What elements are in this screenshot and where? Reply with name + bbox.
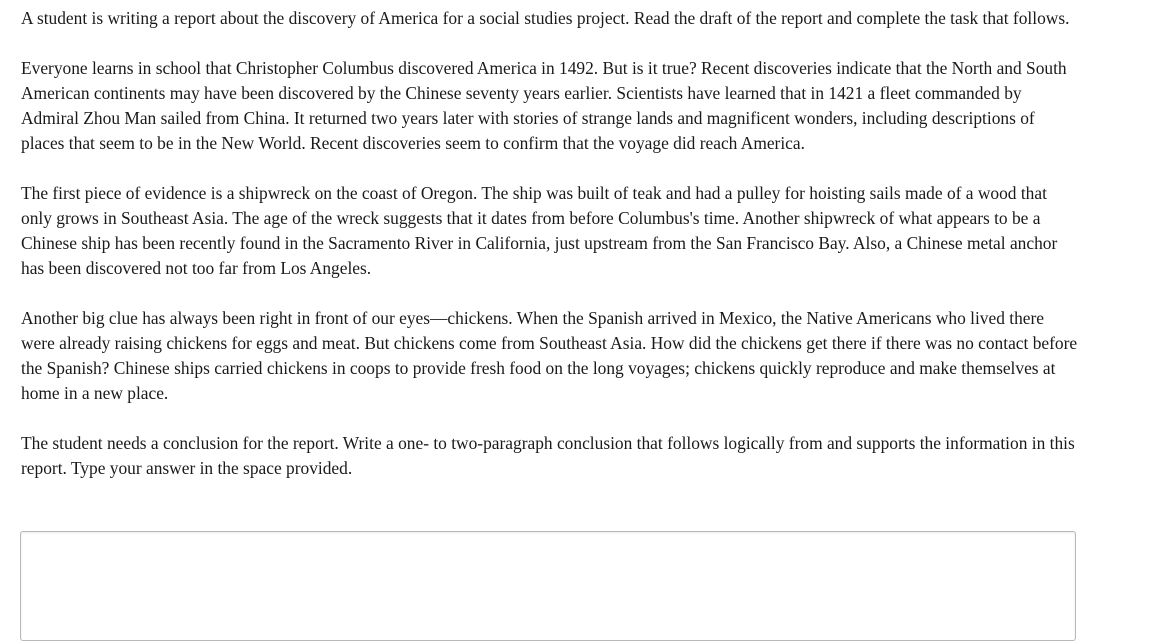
report-paragraph-2: The first piece of evidence is a shipwreck on the coast of Oregon. The ship was built of teak and had a pulley for hoisting sails made of a wood that only grows in Southeast Asia. The age of the wreck suggests that it dates from before Columbus's time. Another shipwreck of what appears to be a Chinese ship has been recently found in the Sacramento River in California, just upstream from the San Francisco Bay. Also, a Chinese metal anchor has been discovered not too far from Los Angeles.	[21, 183, 1058, 278]
answer-textarea[interactable]	[20, 531, 1076, 641]
question-content	[21, 6, 1081, 506]
report-paragraph-3: Another big clue has always been right in front of our eyes—chickens. When the Spanish arrived in Mexico, the Native Americans who lived there were already raising chickens for eggs and meat. But chickens come from Southeast Asia. How did the chickens get there if there was no contact before the Spanish? Chinese ships carried chickens in coops to provide fresh food on the long voyages; chickens quickly reproduce and make themselves at home in a new place.	[21, 308, 1078, 403]
report-paragraph-1: Everyone learns in school that Christopher Columbus discovered America in 1492. But is it true? Recent discoveries indicate that the North and South American continents may have been discovered by the Chinese seventy years earlier. Scientists have learned that in 1421 a fleet commanded by Admiral Zhou Man sailed from China. It returned two years later with stories of strange lands and magnificent wonders, including descriptions of places that seem to be in the New World. Recent discoveries seem to confirm that the voyage did reach America.	[21, 58, 1067, 153]
intro-text: A student is writing a report about the discovery of America for a social studies project. Read the draft of the report and complete the task that follows.	[21, 8, 1070, 28]
task-instructions: The student needs a conclusion for the report. Write a one- to two-paragraph conclusion that follows logically from and supports the information in this report. Type your answer in the space provided.	[21, 433, 1075, 478]
